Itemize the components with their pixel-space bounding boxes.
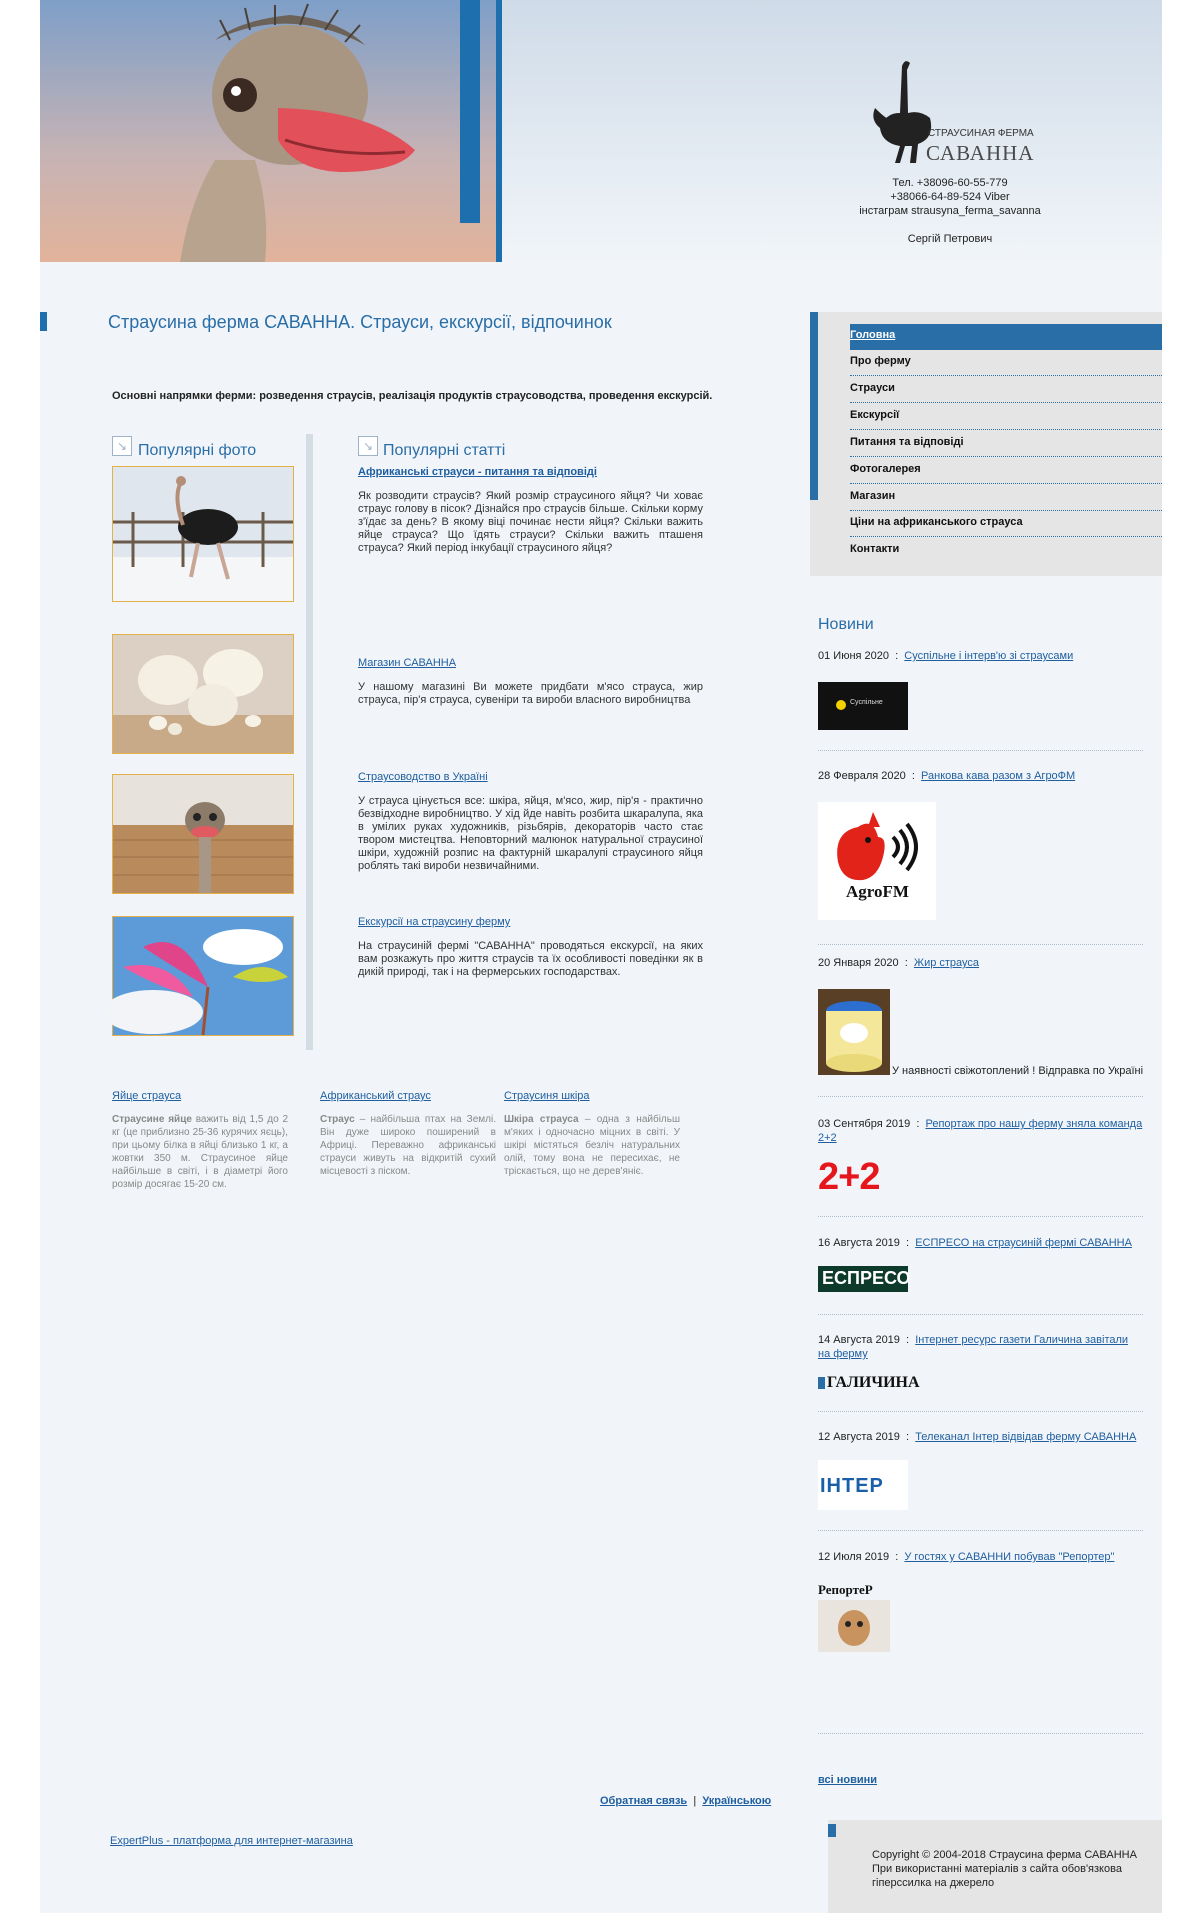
news-item: 16 Августа 2019 : ЕСПРЕСО на страусиній фермі САВАННА bbox=[818, 1237, 1132, 1249]
article-link[interactable]: Екскурсії на страусину ферму bbox=[358, 916, 511, 928]
news-date: 28 Февраля 2020 bbox=[818, 770, 906, 782]
phone-1: Тел. +38096-60-55-779 bbox=[892, 177, 1008, 189]
nav-item-about[interactable]: Про ферму bbox=[850, 350, 1162, 376]
news-link[interactable]: Суспільне і інтерв'ю зі страусами bbox=[904, 650, 1074, 662]
logo-subtitle: СТРАУСИНАЯ ФЕРМА bbox=[928, 128, 1034, 139]
page-title: Страусина ферма САВАННА. Страуси, екскурсії, відпочинок bbox=[108, 312, 612, 332]
news-date: 03 Сентября 2019 bbox=[818, 1118, 911, 1130]
news-separator bbox=[818, 944, 1143, 945]
news-image-fat-jar[interactable] bbox=[818, 989, 890, 1075]
bottom-article bbox=[504, 1090, 680, 1178]
header-ostrich-photo bbox=[40, 0, 502, 262]
nav-item-home[interactable]: Головна bbox=[850, 324, 1162, 350]
news-link[interactable]: Репортаж про нашу ферму зняла команда 2+2 bbox=[818, 1118, 1143, 1144]
news-separator bbox=[818, 1096, 1143, 1097]
footer-separator: | bbox=[693, 1795, 697, 1807]
news-image-label: 2+2 bbox=[818, 1156, 880, 1198]
title-marker bbox=[40, 312, 47, 331]
bottom-article-text: – одна з найбільш м'яких і одночасно міцних в світі. У шкірі містяться безліч натуральних олій, тому вона не пересихає, не тріскається, що не дерев'яніє. bbox=[504, 1114, 680, 1177]
bottom-article bbox=[320, 1090, 496, 1178]
nav-item-shop[interactable]: Магазин bbox=[850, 485, 1162, 511]
contact-person: Сергій Петрович bbox=[907, 233, 993, 245]
news-item: 01 Июня 2020 : Суспільне і інтерв'ю зі страусами bbox=[818, 650, 1074, 662]
bottom-article bbox=[112, 1090, 288, 1191]
article-summary: На страусиній фермі "САВАННА" проводяться екскурсії, на яких вам розкажуть про життя страусів та їх особливості поведінки як в дикій природі, так і на фермерських господарствах. bbox=[358, 940, 703, 978]
column-divider bbox=[306, 434, 313, 1050]
arrow-icon: ↘ bbox=[112, 436, 132, 456]
news-image-label: ГАЛИЧИНА bbox=[827, 1374, 920, 1391]
logo[interactable] bbox=[860, 58, 1060, 168]
news-link[interactable]: У гостях у САВАННИ побував "Репортер" bbox=[904, 1551, 1115, 1563]
news-link[interactable]: Жир страуса bbox=[913, 957, 980, 969]
bottom-article-lead: Страус bbox=[320, 1114, 355, 1125]
copyright-marker bbox=[828, 1824, 836, 1837]
bottom-article-link[interactable]: Страусиня шкіра bbox=[504, 1090, 590, 1102]
news-separator bbox=[818, 1530, 1143, 1531]
article-link[interactable]: Африканські страуси - питання та відповіді bbox=[358, 466, 597, 478]
news-separator bbox=[818, 750, 1143, 751]
photo-thumb-ostrich-snow[interactable] bbox=[112, 466, 294, 602]
bottom-article-link[interactable]: Яйце страуса bbox=[112, 1090, 182, 1102]
bottom-article-text: важить від 1,5 до 2 кг (це приблизно 25-36 курячих яєць), при цьому білка в яйці близько 1 кг, а жовтки 350 м. Страусиное яйце найбільше в світі, і в діаметрі його розмір досягає 15-20 см. bbox=[112, 1114, 288, 1190]
header-accent-bar bbox=[496, 0, 502, 262]
news-image-label: РепортеР bbox=[818, 1582, 873, 1597]
news-separator bbox=[818, 1411, 1143, 1412]
popular-articles-heading: Популярні статті bbox=[383, 442, 506, 459]
news-link[interactable]: Ранкова кава разом з АгроФМ bbox=[921, 770, 1076, 782]
photo-thumb-ostrich-face[interactable] bbox=[112, 774, 294, 894]
all-news-link[interactable]: всі новини bbox=[818, 1774, 878, 1786]
phone-2: +38066-64-89-524 Viber bbox=[890, 191, 1010, 203]
news-image-reporter[interactable] bbox=[818, 1582, 890, 1652]
instagram: інстаграм strausyna_ferma_savanna bbox=[859, 205, 1041, 217]
news-separator bbox=[818, 1216, 1143, 1217]
bottom-article-lead: Страусине яйце bbox=[112, 1114, 192, 1125]
article-summary: Як розводити страусів? Який розмір страусиного яйця? Чи ховає страус голову в пісок? Дізнайся про страусів більше. Скільки корму з'їдає за день? В якому віці починає нести яйця? Скільки важить яйце страуса? Що їдять страуси? Скільки важить пташеня страуса? Який період інкубації страусиного яйця? bbox=[358, 490, 703, 554]
intro-text: Основні напрямки ферми: розведення страусів, реалізація продуктів страусоводства, проведення екскурсій. bbox=[112, 390, 713, 402]
article-link[interactable]: Страусоводство в Україні bbox=[358, 771, 488, 783]
news-image-2plus2[interactable] bbox=[818, 1156, 908, 1200]
bottom-article-text: – найбільша птах на Землі. Він дуже широко поширений в Африці. Переважно африканські страуси живуть на відкритій сухий місцевості з піском. bbox=[320, 1114, 496, 1177]
news-date: 01 Июня 2020 bbox=[818, 650, 890, 662]
main-nav bbox=[810, 312, 1162, 576]
news-heading: Новини bbox=[818, 616, 874, 633]
page bbox=[40, 0, 1162, 1913]
news-image-espreso[interactable] bbox=[818, 1266, 911, 1292]
news-image-galychyna[interactable] bbox=[818, 1374, 920, 1394]
news-date: 12 Августа 2019 bbox=[818, 1431, 900, 1443]
popular-photos-heading: Популярні фото bbox=[138, 442, 257, 459]
news-caption: У наявності свіжотоплений ! Відправка по Україні bbox=[892, 1065, 1144, 1077]
nav-item-ostriches[interactable]: Страуси bbox=[850, 377, 1162, 403]
nav-marker bbox=[810, 312, 818, 500]
news-separator bbox=[818, 1733, 1143, 1734]
nav-item-prices[interactable]: Ціни на африканського страуса bbox=[850, 511, 1162, 537]
copyright-text bbox=[872, 1848, 1162, 1890]
news-date: 14 Августа 2019 bbox=[818, 1334, 900, 1346]
news-image-label: AgroFM bbox=[846, 882, 909, 901]
footer-links bbox=[600, 1795, 771, 1807]
photo-thumb-feathers[interactable] bbox=[112, 916, 294, 1036]
news-link[interactable]: Інтернет ресурс газети Галичина завітали на ферму bbox=[818, 1334, 1129, 1360]
contact-block bbox=[830, 176, 1070, 246]
news-image-label: ЕСПРЕСО bbox=[822, 1268, 911, 1288]
bottom-article-link[interactable]: Африканський страус bbox=[320, 1090, 431, 1102]
copyright-notice: При використанні матеріалів з сайта обов'язкова гіперссилка на джерело bbox=[872, 1863, 1122, 1889]
nav-item-contacts[interactable]: Контакти bbox=[850, 543, 900, 555]
news-item: 03 Сентября 2019 : Репортаж про нашу ферму зняла команда 2+2 bbox=[818, 1118, 1143, 1144]
news-image-label: Суспільне bbox=[850, 699, 883, 706]
nav-item-faq[interactable]: Питання та відповіді bbox=[850, 431, 1162, 457]
news-image-inter[interactable] bbox=[818, 1460, 908, 1510]
news-item: 20 Января 2020 : Жир страуса bbox=[818, 957, 980, 969]
article-summary: У нашому магазині Ви можете придбати м'ясо страуса, жир страуса, пір'я страуса, сувеніри та вироби власного виробництва bbox=[358, 681, 703, 706]
nav-item-excursions[interactable]: Екскурсії bbox=[850, 404, 1162, 430]
logo-title: САВАННА bbox=[926, 141, 1035, 165]
news-date: 20 Января 2020 bbox=[818, 957, 899, 969]
feedback-link[interactable]: Обратная связь bbox=[600, 1795, 688, 1807]
language-link[interactable]: Українською bbox=[702, 1795, 772, 1807]
article-summary: У страуса цінується все: шкіра, яйця, м'ясо, жир, пір'я - практично безвідходне виробництво. У хід йде навіть розбита шкаралупа, яка в умілих руках художників, різьбярів, декораторів часто стає твором мистецтва. Неповторний малюнок натуральної страусиної шкіри, художній розпис на фактурній шкаралупі страусиного яйця роблять такі вироби незвичайними. bbox=[358, 795, 703, 872]
news-date: 12 Июля 2019 bbox=[818, 1551, 890, 1563]
news-item: 14 Августа 2019 : Інтернет ресурс газети Галичина завітали на ферму bbox=[818, 1334, 1129, 1360]
news-item: 28 Февраля 2020 : Ранкова кава разом з АгроФМ bbox=[818, 770, 1076, 782]
news-image-agrofm[interactable] bbox=[818, 802, 936, 920]
copyright-box bbox=[828, 1820, 1162, 1913]
news-image-suspilne[interactable] bbox=[818, 682, 908, 730]
news-date: 16 Августа 2019 bbox=[818, 1237, 900, 1249]
news-link[interactable]: Телеканал Інтер відвідав ферму САВАННА bbox=[915, 1431, 1137, 1443]
article-link[interactable]: Магазин САВАННА bbox=[358, 657, 457, 669]
news-item: 12 Августа 2019 : Телеканал Інтер відвідав ферму САВАННА bbox=[818, 1431, 1137, 1443]
news-link[interactable]: ЕСПРЕСО на страусиній фермі САВАННА bbox=[915, 1237, 1132, 1249]
platform-link[interactable]: ExpertPlus - платформа для интернет-магазина bbox=[110, 1835, 353, 1847]
photo-thumb-eggs[interactable] bbox=[112, 634, 294, 754]
bottom-article-lead: Шкіра страуса bbox=[504, 1114, 579, 1125]
copyright-line: Copyright © 2004-2018 Страусина ферма САВАННА bbox=[872, 1849, 1137, 1861]
news-separator bbox=[818, 1314, 1143, 1315]
nav-item-gallery[interactable]: Фотогалерея bbox=[850, 458, 1162, 484]
news-image-label: ІНТЕР bbox=[820, 1475, 884, 1497]
news-item: 12 Июля 2019 : У гостях у САВАННИ побував "Репортер" bbox=[818, 1551, 1115, 1563]
arrow-icon: ↘ bbox=[358, 436, 378, 456]
